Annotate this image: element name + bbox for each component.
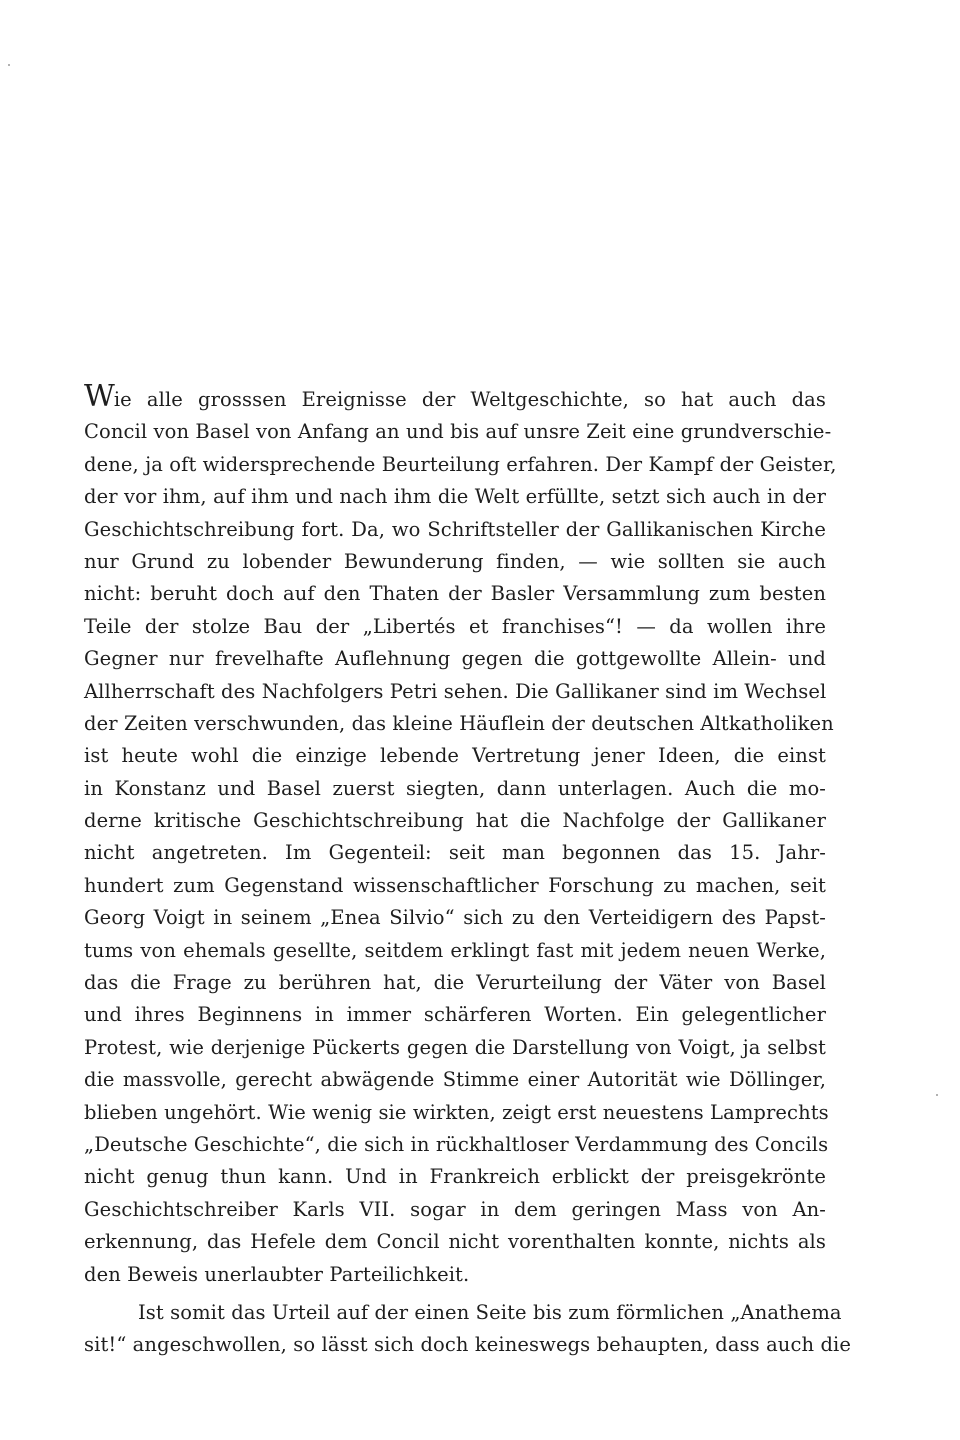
text-line: erkennung, das Hefele dem Concil nicht vorenthalten konnte, nichts als: [84, 1230, 826, 1254]
text-line: nur Grund zu lobender Bewunderung finden, — wie sollten sie auch: [84, 549, 826, 573]
text-line: Gegner nur frevelhafte Auflehnung gegen die gottgewollte Allein- und: [84, 647, 826, 671]
text-line: blieben ungehört. Wie wenig sie wirkten, zeigt erst neuestens Lamprechts: [84, 1100, 829, 1124]
text-line: Geschichtschreibung fort. Da, wo Schriftsteller der Gallikanischen Kirche: [84, 517, 826, 541]
paragraph-1: [84, 379, 837, 1291]
text-line: ist heute wohl die einzige lebende Vertretung jener Ideen, die einst: [84, 744, 826, 768]
text-line: die massvolle, gerecht abwägende Stimme einer Autorität wie Döllinger,: [84, 1068, 826, 1092]
text-line: Wie alle grosssen Ereignisse der Weltgeschichte, so hat auch das: [84, 379, 826, 414]
text-line: und ihres Beginnens in immer schärferen Worten. Ein gelegentlicher: [84, 1003, 826, 1027]
text-line: Ist somit das Urteil auf der einen Seite bis zum förmlichen „Anathema: [138, 1300, 842, 1324]
text-line: Georg Voigt in seinem „Enea Silvio“ sich zu den Verteidigern des Papst-: [84, 906, 826, 930]
initial-letter: W: [84, 379, 114, 414]
text-line: der Zeiten verschwunden, das kleine Häuflein der deutschen Altkatholiken: [84, 711, 834, 735]
text-line: Protest, wie derjenige Pückerts gegen die Darstellung von Voigt, ja selbst: [84, 1035, 826, 1059]
text-line: den Beweis unerlaubter Parteilichkeit.: [84, 1262, 470, 1286]
body-text: [84, 379, 851, 1362]
text-line: nicht genug thun kann. Und in Frankreich erblickt der preisgekrönte: [84, 1165, 826, 1189]
text-line: nicht angetreten. Im Gegenteil: seit man begonnen das 15. Jahr-: [84, 841, 826, 865]
text-line: Geschichtschreiber Karls VII. sogar in dem geringen Mass von An-: [84, 1197, 826, 1221]
text-line: der vor ihm, auf ihm und nach ihm die Welt erfüllte, setzt sich auch in der: [84, 485, 826, 509]
text-line: das die Frage zu berühren hat, die Verurteilung der Väter von Basel: [84, 971, 826, 995]
text-line: Concil von Basel von Anfang an und bis auf unsre Zeit eine grundverschie-: [84, 420, 832, 444]
text-line: derne kritische Geschichtschreibung hat die Nachfolge der Gallikaner: [84, 809, 826, 833]
text-line: Teile der stolze Bau der „Libertés et franchises“! — da wollen ihre: [84, 614, 826, 638]
text-line: Allherrschaft des Nachfolgers Petri sehen. Die Gallikaner sind im Wechsel: [84, 679, 827, 703]
text-line: sit!“ angeschwollen, so lässt sich doch keineswegs behaupten, dass auch die: [84, 1333, 851, 1357]
paragraph-2: [84, 1297, 851, 1362]
text-line: dene, ja oft widersprechende Beurteilung erfahren. Der Kampf der Geister,: [84, 452, 837, 476]
text-line: hundert zum Gegenstand wissenschaftlicher Forschung zu machen, seit: [84, 873, 826, 897]
paper-speck: [8, 64, 10, 66]
text-line: nicht: beruht doch auf den Thaten der Basler Versammlung zum besten: [84, 582, 826, 606]
text-line: in Konstanz und Basel zuerst siegten, dann unterlagen. Auch die mo-: [84, 776, 826, 800]
text-line: „Deutsche Geschichte“, die sich in rückhaltloser Verdammung des Concils: [84, 1132, 829, 1156]
paper-speck: [936, 1094, 938, 1096]
text-line: tums von ehemals gesellte, seitdem erklingt fast mit jedem neuen Werke,: [84, 938, 826, 962]
